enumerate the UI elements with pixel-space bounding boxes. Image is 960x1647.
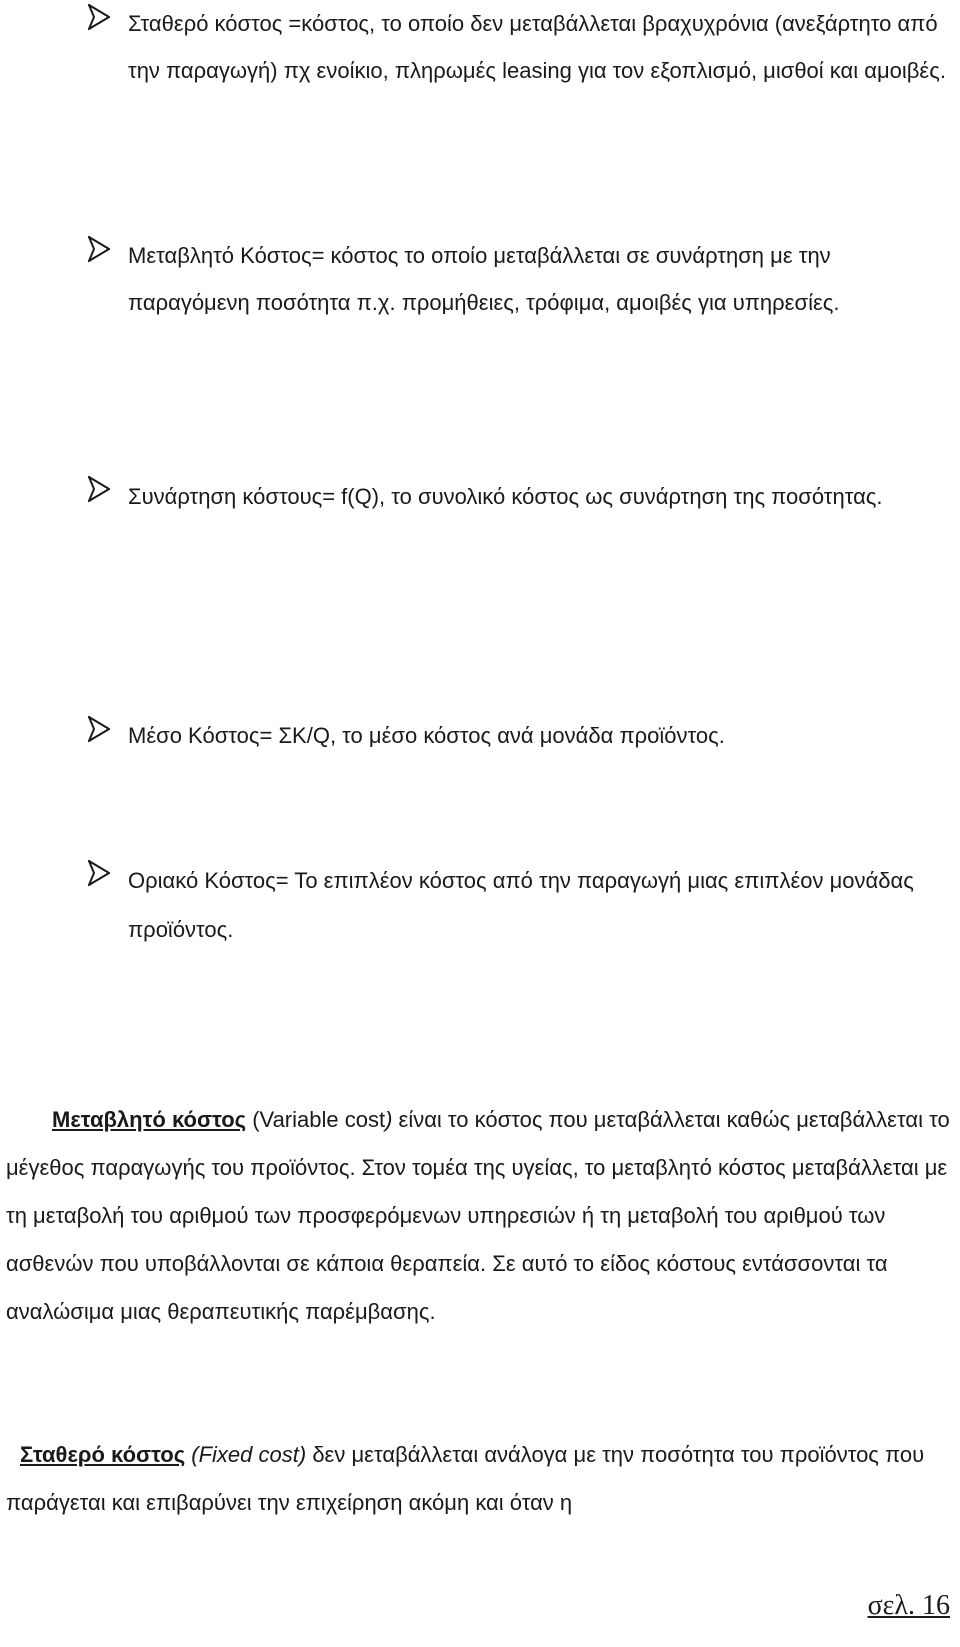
paragraph-body: είναι το κόστος που μεταβάλλεται καθώς μεταβάλλεται το μέγεθος παραγωγής του προϊόντος. Στον τομέα της υγείας, το μεταβλητό κόστος μεταβάλλεται με τη μεταβολή του αριθμού των προσφερόμενων υπηρεσιών ή τη μεταβολή του αριθμού των ασθενών που υποβάλλονται σε κάποια θεραπεία. Σε αυτό το είδος κόστους εντάσσονται τα αναλώσιμα μιας θεραπευτικής παρέμβασης. (6, 1107, 950, 1324)
bullet-text: Μεταβλητό Κόστος= κόστος το οποίο μεταβάλλεται σε συνάρτηση με την παραγόμενη ποσότητα π.χ. προμήθειες, τρόφιμα, αμοιβές για υπηρεσίες. (128, 243, 840, 315)
bullet-variable-cost-definition (88, 232, 950, 326)
arrowhead-bullet-icon (88, 476, 110, 502)
term-english-close: ) (385, 1107, 393, 1132)
arrowhead-bullet-icon (88, 4, 110, 30)
bullet-cost-function (88, 472, 950, 521)
bullet-text: Συνάρτηση κόστους= f(Q), το συνολικό κόστος ως συνάρτηση της ποσότητας. (128, 484, 883, 509)
bullet-fixed-cost-definition (88, 0, 950, 94)
bullet-average-cost (88, 712, 950, 759)
paragraph-body: δεν μεταβάλλεται ανάλογα με την ποσότητα του προϊόντος που παράγεται και επιβαρύνει την επιχείρηση ακόμη και όταν η (6, 1442, 925, 1515)
arrowhead-bullet-icon (88, 716, 110, 742)
term-variable-cost: Μεταβλητό κόστος (52, 1107, 247, 1132)
paragraph-variable-cost (6, 1096, 950, 1336)
bullet-text: Οριακό Κόστος= Το επιπλέον κόστος από την παραγωγή μιας επιπλέον μονάδας προϊόντος. (128, 868, 914, 942)
paragraph-fixed-cost (6, 1431, 950, 1527)
term-english: (Fixed cost) (185, 1442, 307, 1467)
arrowhead-bullet-icon (88, 860, 110, 886)
page-number: σελ. 16 (867, 1590, 950, 1621)
arrowhead-bullet-icon (88, 236, 110, 262)
bullet-text: Μέσο Κόστος= ΣΚ/Q, το μέσο κόστος ανά μονάδα προϊόντος. (128, 723, 725, 748)
bullet-marginal-cost (88, 856, 950, 954)
term-fixed-cost: Σταθερό κόστος (20, 1442, 186, 1467)
term-english: (Variable cost (246, 1107, 386, 1132)
bullet-text: Σταθερό κόστος =κόστος, το οποίο δεν μεταβάλλεται βραχυχρόνια (ανεξάρτητο από την παραγωγή) πχ ενοίκιο, πληρωμές leasing για τον εξοπλισμό, μισθοί και αμοιβές. (128, 11, 946, 83)
